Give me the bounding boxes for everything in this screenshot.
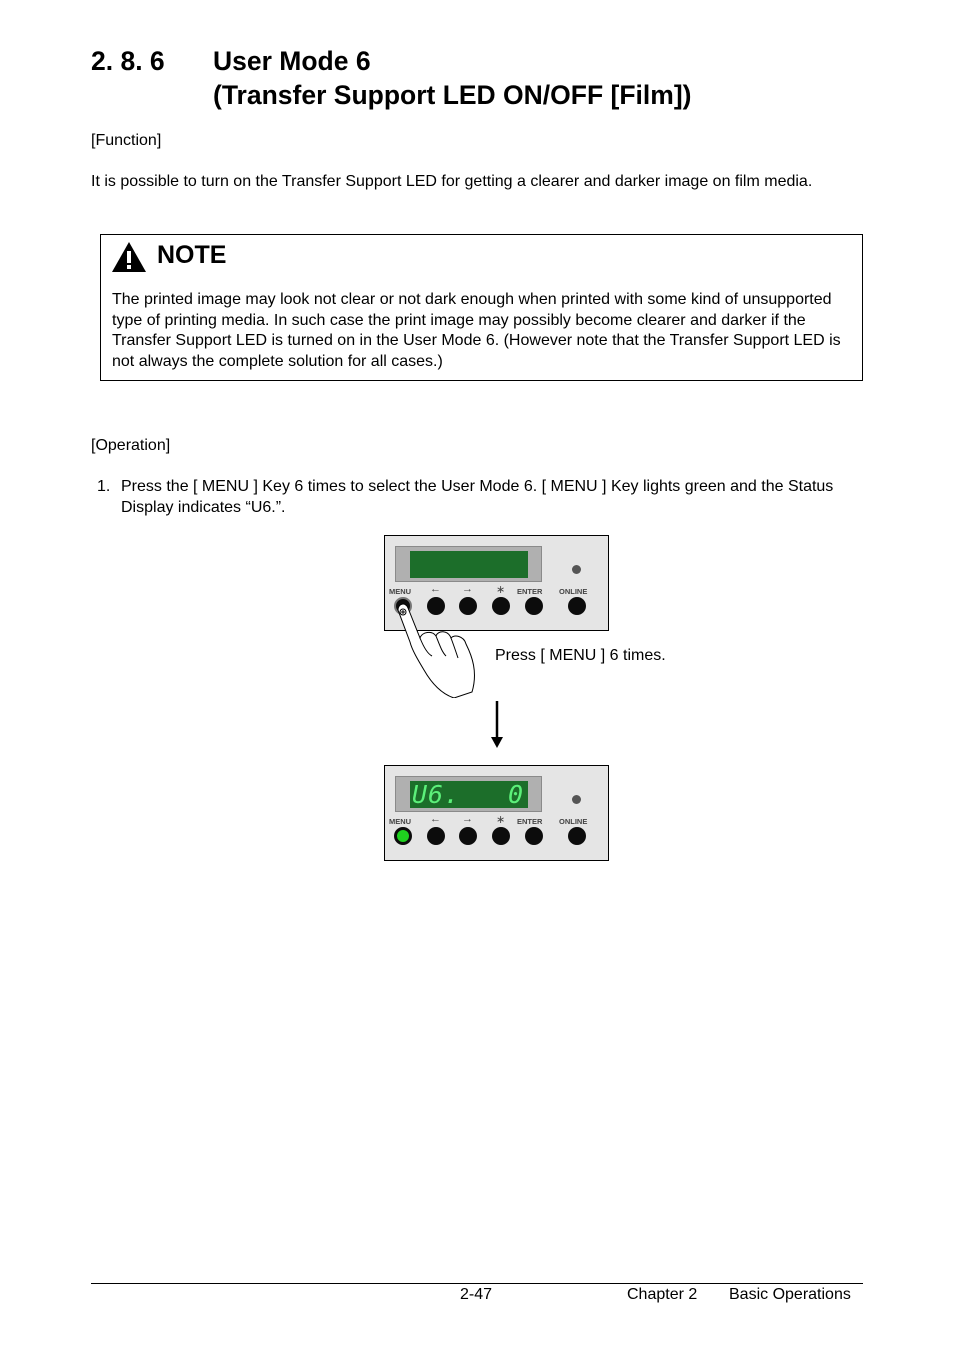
online-key-label: ONLINE [559,817,588,826]
footer-rule [91,1283,863,1284]
star-key[interactable] [492,597,510,615]
section-number: 2. 8. 6 [91,46,165,76]
star-key-label: ∗ [496,584,506,596]
status-display-value: 0 [508,780,525,809]
status-led [572,795,581,804]
right-key[interactable] [459,827,477,845]
down-arrow-icon [490,701,504,749]
right-key-label: → [462,813,473,825]
function-text: It is possible to turn on the Transfer Support LED for getting a clearer and darker image on film media. [91,173,813,190]
left-key-label: ← [430,583,441,595]
note-box [100,234,863,381]
operation-label: [Operation] [91,437,171,454]
note-title: NOTE [157,241,227,269]
note-text: The printed image may look not clear or not dark enough when printed with some kind of unsupported type of printing media. In such case the print image may possibly become clearer and darker if the Transfer Support LED is turned on in the User Mode 6. (However note that the Transfer Support LED is not always the complete solution for all cases.) [112,291,841,370]
control-panel-after [384,765,609,861]
enter-key-label: ENTER [517,587,543,596]
status-display-frame [395,546,542,582]
function-label: [Function] [91,132,162,149]
star-key-label: ∗ [496,814,506,826]
page-number: 2-47 [460,1286,493,1303]
menu-key-label: MENU [389,817,412,826]
online-key[interactable] [568,597,586,615]
online-key-label: ONLINE [559,587,588,596]
status-display-mode: U6. [412,780,461,809]
status-display-frame [395,776,542,812]
section-title-line2: (Transfer Support LED ON/OFF [Film]) [213,80,692,110]
enter-key-label: ENTER [517,817,543,826]
online-key[interactable] [568,827,586,845]
step-text: Press the [ MENU ] Key 6 times to select the User Mode 6. [ MENU ] Key lights green and the Status Display indicates “U6.”. [121,478,834,516]
footer-section: Basic Operations [729,1286,851,1303]
section-title-line1: User Mode 6 [213,46,371,76]
right-key-label: → [462,583,473,595]
menu-key-label: MENU [389,587,412,596]
hand-pointer-icon [390,598,490,698]
menu-key-lit[interactable] [394,827,412,845]
footer-chapter: Chapter 2 [627,1286,698,1303]
step-number: 1. [97,478,111,495]
enter-key[interactable] [525,597,543,615]
left-key-label: ← [430,813,441,825]
warning-triangle-icon [111,241,147,273]
enter-key[interactable] [525,827,543,845]
star-key[interactable] [492,827,510,845]
left-key[interactable] [427,827,445,845]
status-led [572,565,581,574]
press-menu-callout: Press [ MENU ] 6 times. [495,647,666,664]
status-display [410,551,528,578]
status-display [410,781,528,808]
